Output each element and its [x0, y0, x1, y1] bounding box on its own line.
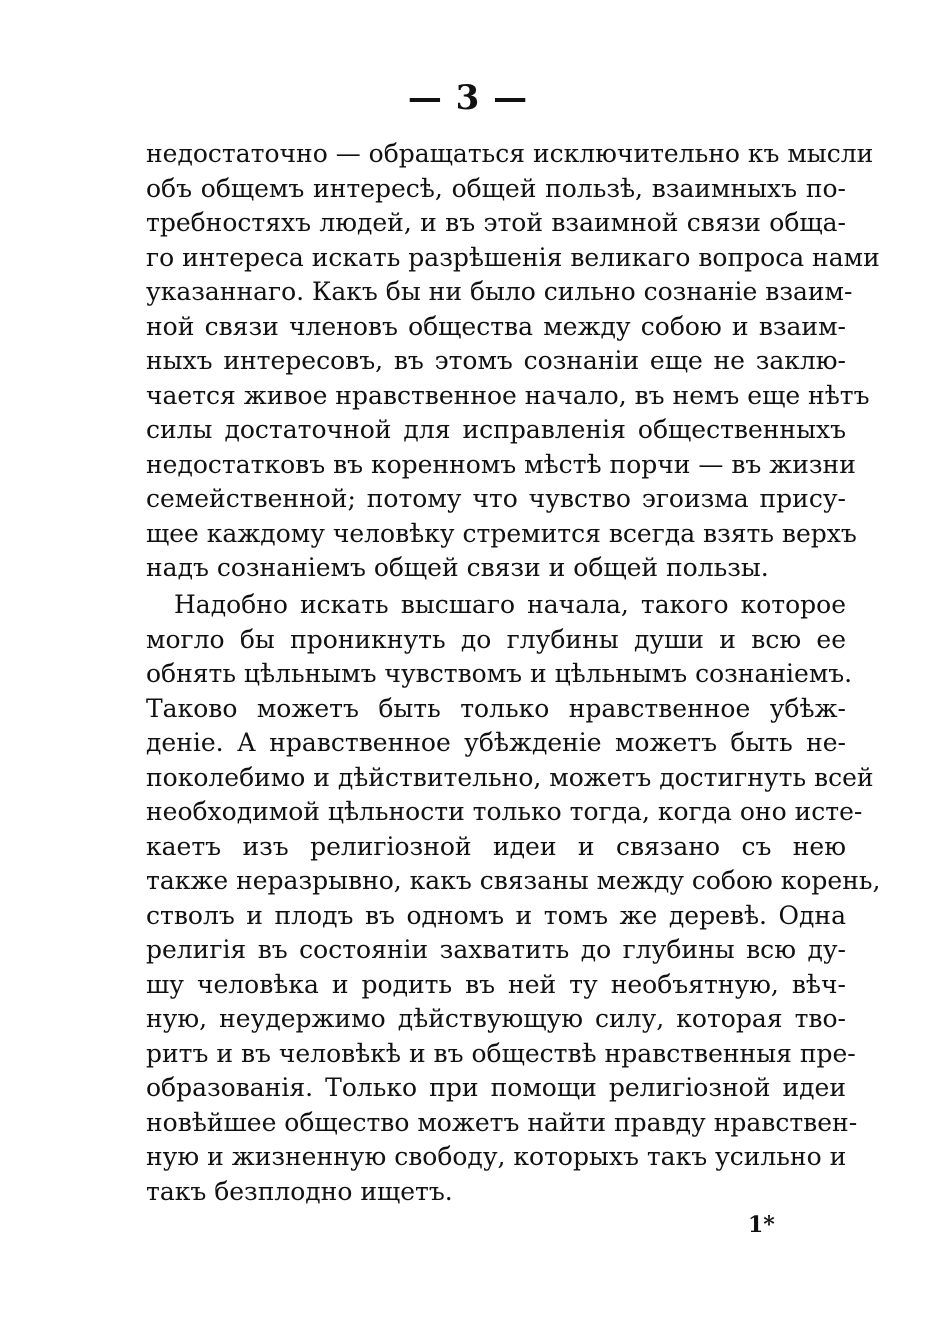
text-line: каетъ изъ религіозной идеи и связано съ нею	[146, 831, 846, 861]
text-line: недостаточно — обращаться исключительно къ мысли	[146, 139, 874, 168]
text-line: необходимой цѣльности только тогда, когда оно исте-	[146, 797, 863, 826]
text-line: такъ безплодно ищетъ.	[146, 1176, 453, 1206]
text-line: деніе. А нравственное убѣжденіе можетъ быть не-	[146, 728, 846, 757]
text-line: ную и жизненную свободу, которыхъ такъ усильно и	[146, 1142, 847, 1171]
text-line: семейственной; потому что чувство эгоизма прису-	[146, 484, 846, 513]
text-line: силы достаточной для исправленія общественныхъ	[146, 415, 846, 444]
signature-mark: 1*	[748, 1212, 775, 1238]
text-line: ныхъ интересовъ, въ этомъ сознаніи еще не заклю-	[146, 346, 846, 375]
paragraph-1	[146, 137, 880, 586]
text-line: недостатковъ въ коренномъ мѣстѣ порчи — въ жизни	[146, 449, 856, 479]
text-line: щее каждому человѣку стремится всегда взять верхъ	[146, 518, 857, 548]
text-line: надъ сознаніемъ общей связи и общей пользы.	[146, 553, 769, 582]
page-number: — 3 —	[407, 78, 529, 118]
text-line: чается живое нравственное начало, въ немъ еще нѣтъ	[146, 380, 870, 410]
text-line: могло бы проникнуть до глубины души и всю ее	[146, 624, 846, 654]
text-line: Таково можетъ быть только нравственное убѣж-	[146, 693, 846, 723]
text-line: ную, неудержимо дѣйствующую силу, которая тво-	[146, 1004, 846, 1033]
text-line: новѣйшее общество можетъ найти правду нравствен-	[146, 1107, 858, 1137]
text-line: поколебимо и дѣйствительно, можетъ достигнуть всей	[146, 762, 874, 792]
text-line: религія въ состояніи захватить до глубины всю ду-	[146, 935, 846, 964]
paragraph-2	[146, 588, 881, 1209]
text-line: Надобно искать высшаго начала, такого которое	[174, 590, 846, 619]
text-line: стволъ и плодъ въ одномъ и томъ же деревѣ. Одна	[146, 900, 846, 930]
text-line: указаннаго. Какъ бы ни было сильно сознаніе взаим-	[146, 277, 853, 306]
text-line: ритъ и въ человѣкѣ и въ обществѣ нравственныя пре-	[146, 1038, 856, 1068]
text-line: также неразрывно, какъ связаны между собою корень,	[146, 866, 881, 895]
text-line: ной связи членовъ общества между собою и взаим-	[146, 311, 846, 341]
text-line: образованія. Только при помощи религіозной идеи	[146, 1073, 846, 1102]
text-line: го интереса искать разрѣшенія великаго вопроса нами	[146, 242, 880, 272]
text-line: обнять цѣльнымъ чувствомъ и цѣльнымъ сознаніемъ.	[146, 659, 853, 688]
text-line: объ общемъ интересѣ, общей пользѣ, взаимныхъ по-	[146, 173, 846, 203]
text-line: шу человѣка и родить въ ней ту необъятную, вѣч-	[146, 969, 846, 999]
text-line: требностяхъ людей, и въ этой взаимной связи обща-	[146, 208, 846, 237]
